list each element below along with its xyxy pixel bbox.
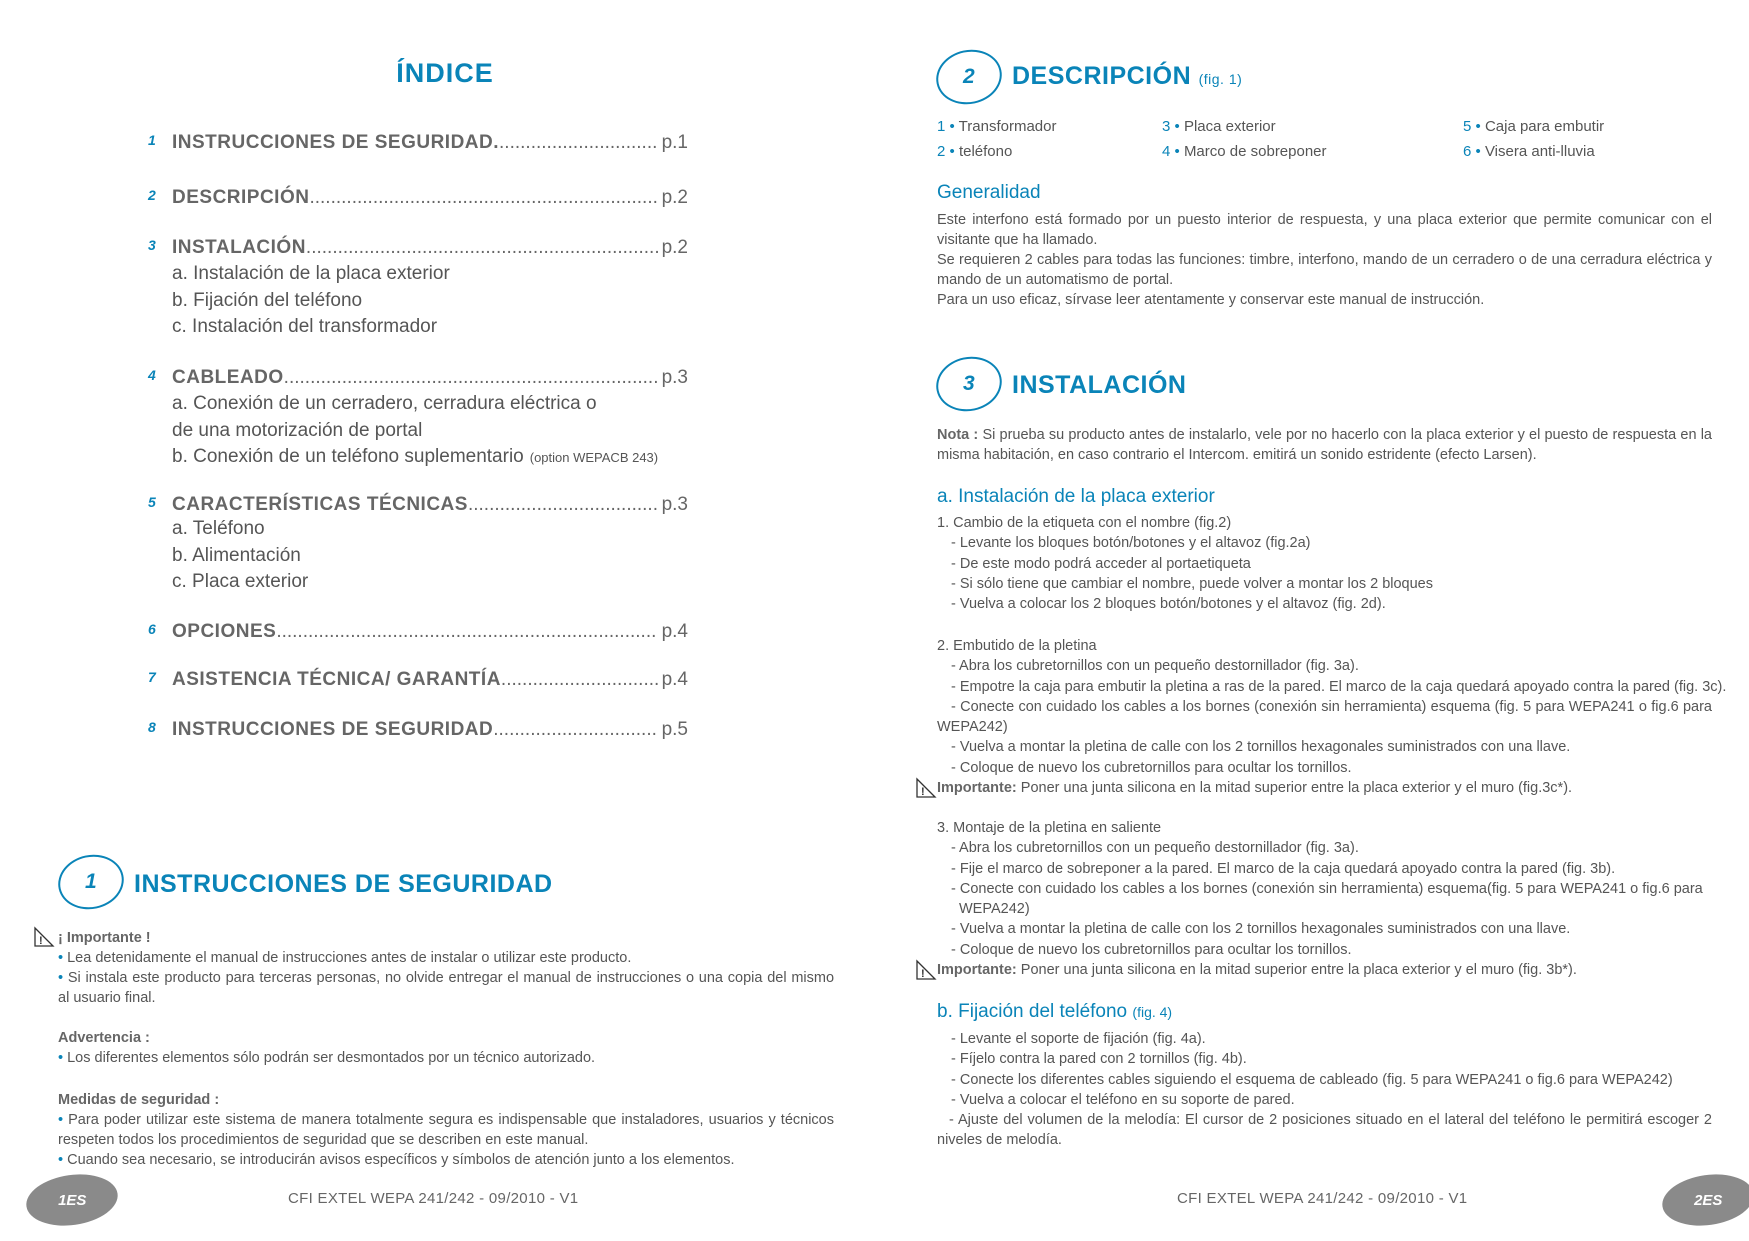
- warning-icon: [914, 959, 938, 981]
- toc-entry-8[interactable]: [148, 719, 688, 741]
- important-item: • Si instala este producto para terceras personas, no olvide entregar el manual de instrucciones o una copia del mismo al usuario final.: [58, 970, 835, 1006]
- svg-text:!: !: [39, 935, 43, 947]
- toc-leader: [493, 719, 657, 741]
- toc-number: 4: [148, 367, 156, 383]
- svg-text:!: !: [921, 968, 925, 980]
- toc-entry-6[interactable]: [148, 621, 688, 643]
- parts-column-1: [937, 114, 1056, 164]
- toc-subitem: a. Teléfono: [172, 518, 265, 539]
- parts-column-3: [1463, 114, 1604, 164]
- toc-subitem: b. Alimentación: [172, 544, 301, 566]
- part-item: 4 • Marco de sobreponer: [1162, 143, 1327, 160]
- section-number-badge: [53, 849, 129, 916]
- figure-reference: (fig. 4): [1132, 1004, 1173, 1020]
- part-item: 3 • Placa exterior: [1162, 118, 1276, 135]
- toc-label: INSTALACIÓN: [172, 237, 306, 258]
- toc-subitem: c. Instalación del transformador: [172, 316, 438, 337]
- part-item: 1 • Transformador: [937, 118, 1057, 135]
- toc-leader: [468, 494, 658, 516]
- section-number-badge: [931, 44, 1007, 111]
- toc-number: 8: [148, 719, 156, 735]
- toc-page: p.2: [661, 237, 688, 258]
- page-number-badge: 1ES: [23, 1169, 121, 1231]
- toc-entry-5[interactable]: [148, 494, 688, 596]
- toc-page: p.3: [661, 367, 688, 388]
- subsection-title: a. Instalación de la placa exterior: [937, 486, 1215, 507]
- installation-note: Nota : Si prueba su producto antes de instalarlo, vele por no hacerlo con la placa exterior y el puesto de respuesta en la misma habitación, en caso contrario el Intercom. emitirá un sonido estridente (efecto Larsen).: [937, 427, 1712, 463]
- safety-label: Medidas de seguridad :: [58, 1092, 220, 1108]
- important-item: • Lea detenidamente el manual de instrucciones antes de instalar o utilizar este producto.: [58, 950, 632, 966]
- toc-leader: [501, 669, 658, 691]
- subsection-title: Generalidad: [937, 182, 1041, 203]
- toc-label: CARACTERÍSTICAS TÉCNICAS: [172, 494, 468, 515]
- subsection-title: b. Fijación del teléfono (fig. 4): [937, 1001, 1173, 1022]
- toc-page: p.4: [661, 621, 688, 642]
- phone-fixing-steps: - Levante el soporte de fijación (fig. 4a). - Fíjelo contra la pared con 2 tornillos (fig. 4b). - Conecte los diferentes cables siguiendo el esquema de cableado (fig. 5 para WEPA241 o fig.6 para WEPA242) - Vuelva a colocar el teléfono en su soporte de pared. - Ajuste del volumen de la melodía: El cursor de 2 posiciones situado en el lateral del teléfono le permitirá escoger 2 niveles de melodía.: [937, 1031, 1712, 1149]
- part-item: 6 • Visera anti-lluvia: [1463, 143, 1595, 160]
- toc-label: OPCIONES: [172, 621, 277, 642]
- toc-leader: [276, 621, 657, 643]
- toc-page: p.1: [661, 132, 688, 153]
- toc-number: 6: [148, 621, 156, 637]
- warning-icon: [914, 777, 938, 799]
- step-3: 3. Montaje de la pletina en saliente - Abra los cubretornillos con un pequeño destornillador (fig. 3a). - Fije el marco de sobreponer a la pared. El marco de la caja quedará apoyado contra la pared (fig. 3b). - Conecte con cuidado los cables a los bornes (conexión sin herramienta) esquema(fig. 5 para WEPA241 o fig.6 para WEPA242) - Vuelva a montar la pletina de calle con los 2 tornillos hexagonales suministrados con una llave. - Coloque de nuevo los cubretornillos para ocultar los tornillos. Importante: Poner una junta silicona en la mitad superior entre la placa exterior y el muro (fig. 3b*).: [937, 818, 1712, 980]
- important-label: ¡ Importante !: [58, 930, 151, 946]
- toc-subitem: b. Fijación del teléfono: [172, 289, 363, 311]
- figure-reference: (fig. 1): [1198, 71, 1243, 87]
- toc-page: p.2: [661, 187, 688, 208]
- section-number: 2: [963, 65, 975, 88]
- toc-subitem-label: b. Conexión de un teléfono suplementario: [172, 446, 524, 467]
- warning-label: Advertencia :: [58, 1030, 150, 1046]
- general-description: Este interfono está formado por un puesto interior de respuesta, y una placa exterior que permite comunicar con el visitante que ha llamado. Se requieren 2 cables para todas las funciones: timbre, interfono, mando de un cerradero o de una cerradura eléctrica y mando de un automatismo de portal. Para un uso eficaz, sírvase leer atentamente y conservar este manual de instrucción.: [937, 212, 1712, 308]
- toc-subitem: c. Placa exterior: [172, 571, 309, 592]
- toc-subitem: [172, 444, 688, 472]
- warning-icon: [32, 926, 56, 948]
- toc-subitem-note: (option WEPACB 243): [529, 450, 659, 465]
- section-title: INSTRUCCIONES DE SEGURIDAD: [134, 870, 553, 898]
- page-number-badge: 2ES: [1659, 1169, 1749, 1231]
- toc-number: 2: [148, 187, 156, 203]
- toc-label: ASISTENCIA TÉCNICA/ GARANTÍA: [172, 669, 501, 690]
- toc-label: INSTRUCCIONES DE SEGURIDAD.: [172, 132, 500, 153]
- footer-text: CFI EXTEL WEPA 241/242 - 09/2010 - V1: [288, 1190, 579, 1207]
- step-1: 1. Cambio de la etiqueta con el nombre (fig.2) - Levante los bloques botón/botones y el altavoz (fig.2a) - De este modo podrá acceder al portaetiqueta - Si sólo tiene que cambiar el nombre, puede volver a montar los 2 bloques - Vuelva a colocar los 2 bloques botón/botones y el altavoz (fig. 2d).: [937, 515, 1433, 613]
- section-number: 3: [963, 372, 975, 395]
- toc-subitem: a. Instalación de la placa exterior: [172, 263, 450, 284]
- toc-entry-1[interactable]: [148, 132, 688, 154]
- section-title: INSTALACIÓN: [1012, 371, 1187, 399]
- safety-item: • Cuando sea necesario, se introducirán avisos específicos y símbolos de atención junto a los elementos.: [58, 1152, 735, 1168]
- toc-label: CABLEADO: [172, 367, 284, 388]
- toc-subitem: de una motorización de portal: [172, 419, 423, 441]
- toc-leader: [499, 132, 658, 154]
- section-number-badge: [931, 351, 1007, 418]
- toc-subitem: a. Conexión de un cerradero, cerradura eléctrica o: [172, 393, 597, 414]
- toc-page: p.5: [661, 719, 688, 740]
- toc-page: p.4: [661, 669, 688, 690]
- important-note: Importante: Poner una junta silicona en la mitad superior entre la placa exterior y el muro (fig.3c*).: [937, 780, 1573, 797]
- part-item: 2 • teléfono: [937, 143, 1013, 160]
- index-title: ÍNDICE: [396, 58, 494, 88]
- warning-item: • Los diferentes elementos sólo podrán ser desmontados por un técnico autorizado.: [58, 1050, 596, 1066]
- footer-text: CFI EXTEL WEPA 241/242 - 09/2010 - V1: [1177, 1190, 1468, 1207]
- toc-leader: [306, 237, 658, 259]
- toc-leader: [309, 187, 657, 209]
- toc-leader: [284, 367, 658, 389]
- svg-text:!: !: [921, 786, 925, 798]
- toc-entry-3[interactable]: [148, 237, 688, 341]
- toc-number: 5: [148, 494, 156, 510]
- step-2: 2. Embutido de la pletina - Abra los cubretornillos con un pequeño destornillador (fig. 3a). - Empotre la caja para embutir la pletina a ras de la pared. El marco de la caja quedará apoyado contra la pared (fig. 3c). - Conecte con cuidado los cables a los bornes (conexión sin herramienta) esquema (fig. 5 para WEPA241 o fig.6 para WEPA242) - Vuelva a montar la pletina de calle con los 2 tornillos hexagonales suministrados con una llave. - Coloque de nuevo los cubretornillos para ocultar los tornillos. Importante: Poner una junta silicona en la mitad superior entre la placa exterior y el muro (fig.3c*).: [937, 636, 1712, 798]
- toc-page: p.3: [661, 494, 688, 515]
- toc-number: 3: [148, 237, 156, 253]
- part-item: 5 • Caja para embutir: [1463, 118, 1605, 135]
- parts-column-2: [1162, 114, 1327, 164]
- toc-entry-7[interactable]: [148, 669, 688, 691]
- section-title: DESCRIPCIÓN (fig. 1): [1012, 62, 1243, 90]
- toc-label: DESCRIPCIÓN: [172, 187, 310, 208]
- toc-number: 7: [148, 669, 156, 685]
- toc-label: INSTRUCCIONES DE SEGURIDAD: [172, 719, 494, 740]
- toc-number: 1: [148, 132, 156, 148]
- important-note: Importante: Poner una junta silicona en la mitad superior entre la placa exterior y el muro (fig. 3b*).: [937, 962, 1577, 979]
- section-number: 1: [85, 870, 97, 893]
- safety-item: • Para poder utilizar este sistema de manera totalmente segura es indispensable que instaladores, usuarios y técnicos respeten todos los procedimientos de seguridad que se describen en este manual.: [58, 1112, 834, 1148]
- safety-instructions: [58, 928, 834, 1170]
- toc-entry-4[interactable]: [148, 367, 688, 472]
- toc-entry-2[interactable]: [148, 187, 688, 209]
